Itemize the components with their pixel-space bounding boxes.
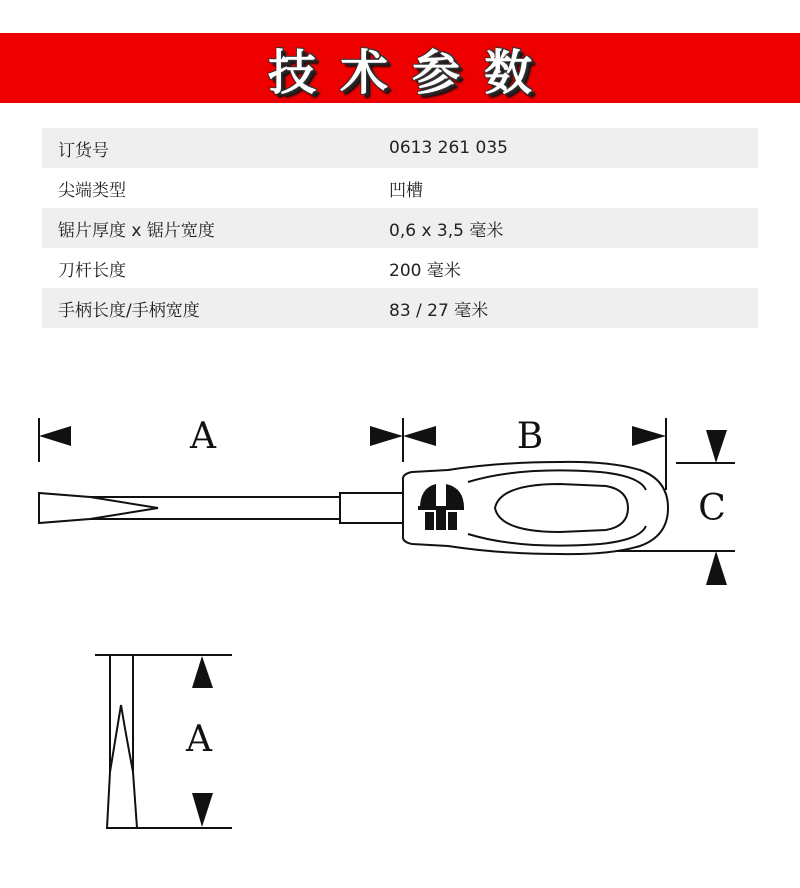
spec-label: 尖端类型 bbox=[58, 180, 126, 201]
arrow-down-icon bbox=[706, 430, 727, 463]
screwdriver-side-view bbox=[39, 462, 668, 554]
tip-front-view bbox=[95, 655, 232, 828]
page-title: 技术参数 bbox=[267, 44, 556, 101]
arrow-left-icon bbox=[403, 426, 436, 446]
spec-value: 0613 261 035 bbox=[389, 128, 758, 168]
spec-value: 200 毫米 bbox=[389, 260, 461, 281]
table-row bbox=[42, 248, 758, 288]
spec-value: 83 / 27 毫米 bbox=[389, 288, 758, 328]
table-row bbox=[42, 208, 758, 248]
arrow-left-icon bbox=[39, 426, 71, 446]
table-row bbox=[42, 168, 758, 208]
title-banner bbox=[0, 33, 800, 103]
arrow-down-icon bbox=[192, 793, 213, 827]
spec-value: 0,6 x 3,5 毫米 bbox=[389, 208, 758, 248]
table-row bbox=[42, 288, 758, 328]
spec-table bbox=[42, 128, 758, 328]
arrow-up-icon bbox=[706, 551, 727, 585]
spec-label: 锯片厚度 x 锯片宽度 bbox=[42, 208, 389, 248]
arrow-right-icon bbox=[632, 426, 666, 446]
spec-value: 凹槽 bbox=[389, 180, 423, 201]
dimension-label-a: A bbox=[190, 416, 216, 457]
arrow-up-icon bbox=[192, 656, 213, 688]
spec-label: 订货号 bbox=[42, 128, 389, 168]
ferrule bbox=[340, 493, 403, 523]
spec-label: 手柄长度/手柄宽度 bbox=[42, 288, 389, 328]
screwdriver-diagram bbox=[0, 380, 800, 860]
dimension-a bbox=[39, 416, 403, 462]
dimension-label-b: B bbox=[516, 416, 544, 457]
dimension-label-c: C bbox=[698, 488, 726, 529]
table-row bbox=[42, 128, 758, 168]
dimension-label-a-side: A bbox=[186, 719, 212, 760]
spec-label: 刀杆长度 bbox=[58, 260, 126, 281]
arrow-right-icon bbox=[370, 426, 403, 446]
